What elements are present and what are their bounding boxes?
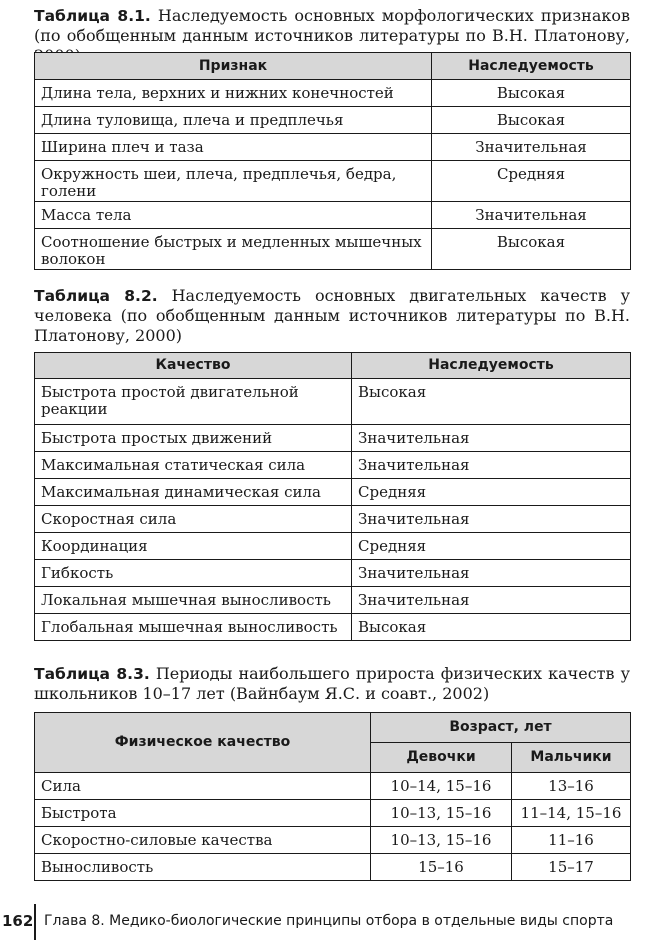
- table2-caption: [34, 286, 630, 346]
- table3-caption-label: Таблица 8.3.: [34, 665, 150, 683]
- table2-cell-quality: Локальная мышечная выносливость: [35, 587, 352, 614]
- table3-cell-quality: Выносливость: [35, 854, 371, 881]
- table3-header-boys: Мальчики: [512, 743, 631, 773]
- table-row: [35, 379, 631, 425]
- table1-cell-feature: Масса тела: [35, 202, 432, 229]
- table2-cell-quality: Быстрота простых движений: [35, 425, 352, 452]
- table-row: [35, 80, 631, 107]
- table2-cell-quality: Максимальная динамическая сила: [35, 479, 352, 506]
- table-row: [35, 587, 631, 614]
- table1-caption-label: Таблица 8.1.: [34, 7, 151, 25]
- table1-cell-feature: Длина тела, верхних и нижних конечностей: [35, 80, 432, 107]
- table3-cell-quality: Быстрота: [35, 800, 371, 827]
- table2: [34, 352, 631, 641]
- table-row: [35, 229, 631, 270]
- table1-cell-heritability: Высокая: [432, 107, 631, 134]
- table2-cell-heritability: Значительная: [352, 452, 631, 479]
- table1: [34, 52, 631, 270]
- table3-cell-boys: 15–17: [512, 854, 631, 881]
- table2-cell-quality: Максимальная статическая сила: [35, 452, 352, 479]
- table1-header-row: [35, 53, 631, 80]
- table-row: [35, 854, 631, 881]
- table3: [34, 712, 631, 881]
- table1-cell-heritability: Высокая: [432, 80, 631, 107]
- table-row: [35, 479, 631, 506]
- table1-caption-text: Наследуемость основных морфологических признаков (по обобщенным данным источников литературы по В.Н. Платонову,: [34, 6, 631, 45]
- table2-cell-heritability: Высокая: [352, 614, 631, 641]
- table3-cell-boys: 11–14, 15–16: [512, 800, 631, 827]
- table-row: [35, 161, 631, 202]
- table-row: [35, 425, 631, 452]
- table2-cell-quality: Глобальная мышечная выносливость: [35, 614, 352, 641]
- table2-cell-quality: Скоростная сила: [35, 506, 352, 533]
- footer-divider: [34, 904, 36, 940]
- table2-cell-heritability: Значительная: [352, 425, 631, 452]
- table1-cell-heritability: Высокая: [432, 229, 631, 270]
- table3-cell-girls: 10–13, 15–16: [371, 800, 512, 827]
- table1-header-feature: Признак: [35, 53, 432, 80]
- table-row: [35, 202, 631, 229]
- table3-header-quality: Физическое качество: [35, 713, 371, 773]
- table-row: [35, 533, 631, 560]
- chapter-title: Глава 8. Медико-биологические принципы отбора в отдельные виды спорта: [44, 913, 614, 929]
- table2-cell-heritability: Значительная: [352, 560, 631, 587]
- table3-header-girls: Девочки: [371, 743, 512, 773]
- table2-cell-heritability: Значительная: [352, 506, 631, 533]
- table3-header-age: Возраст, лет: [371, 713, 631, 743]
- table2-cell-heritability: Средняя: [352, 533, 631, 560]
- table2-header-quality: Качество: [35, 353, 352, 379]
- table-row: [35, 134, 631, 161]
- table3-header-row-top: [35, 713, 631, 743]
- table-row: [35, 614, 631, 641]
- table3-cell-girls: 10–13, 15–16: [371, 827, 512, 854]
- page-footer: [0, 904, 654, 940]
- table1-header-heritability: Наследуемость: [432, 53, 631, 80]
- table-row: [35, 107, 631, 134]
- table2-header-heritability: Наследуемость: [352, 353, 631, 379]
- table3-cell-quality: Скоростно-силовые качества: [35, 827, 371, 854]
- table3-caption-text: Периоды наибольшего прироста физических качеств у школьников 10–17 лет (Вайнбаум Я.С. и соавт., 2002): [34, 664, 630, 703]
- table1-cell-feature: Соотношение быстрых и медленных мышечных волокон: [35, 229, 432, 270]
- table2-caption-label: Таблица 8.2.: [34, 287, 158, 305]
- table3-cell-girls: 10–14, 15–16: [371, 773, 512, 800]
- table2-cell-heritability: Высокая: [352, 379, 631, 425]
- table3-cell-quality: Сила: [35, 773, 371, 800]
- table1-cell-heritability: Средняя: [432, 161, 631, 202]
- table2-cell-quality: Гибкость: [35, 560, 352, 587]
- page-number: 162: [2, 912, 34, 930]
- table1-cell-heritability: Значительная: [432, 202, 631, 229]
- table-row: [35, 560, 631, 587]
- table2-header-row: [35, 353, 631, 379]
- table1-cell-feature: Окружность шеи, плеча, предплечья, бедра, голени: [35, 161, 432, 202]
- table1-cell-heritability: Значительная: [432, 134, 631, 161]
- table3-cell-boys: 13–16: [512, 773, 631, 800]
- table3-caption: [34, 664, 630, 704]
- table-row: [35, 800, 631, 827]
- table2-cell-quality: Быстрота простой двигательной реакции: [35, 379, 352, 425]
- table3-cell-girls: 15–16: [371, 854, 512, 881]
- table-row: [35, 506, 631, 533]
- table1-cell-feature: Длина туловища, плеча и предплечья: [35, 107, 432, 134]
- table1-cell-feature: Ширина плеч и таза: [35, 134, 432, 161]
- table-row: [35, 827, 631, 854]
- table-row: [35, 452, 631, 479]
- table2-cell-heritability: Средняя: [352, 479, 631, 506]
- table-row: [35, 773, 631, 800]
- table2-caption-text: Наследуемость основных двигательных качеств у человека (по обобщенным данным источников литературы по В.Н. Платонову, 2000): [34, 286, 630, 345]
- table2-cell-heritability: Значительная: [352, 587, 631, 614]
- table3-cell-boys: 11–16: [512, 827, 631, 854]
- table2-cell-quality: Координация: [35, 533, 352, 560]
